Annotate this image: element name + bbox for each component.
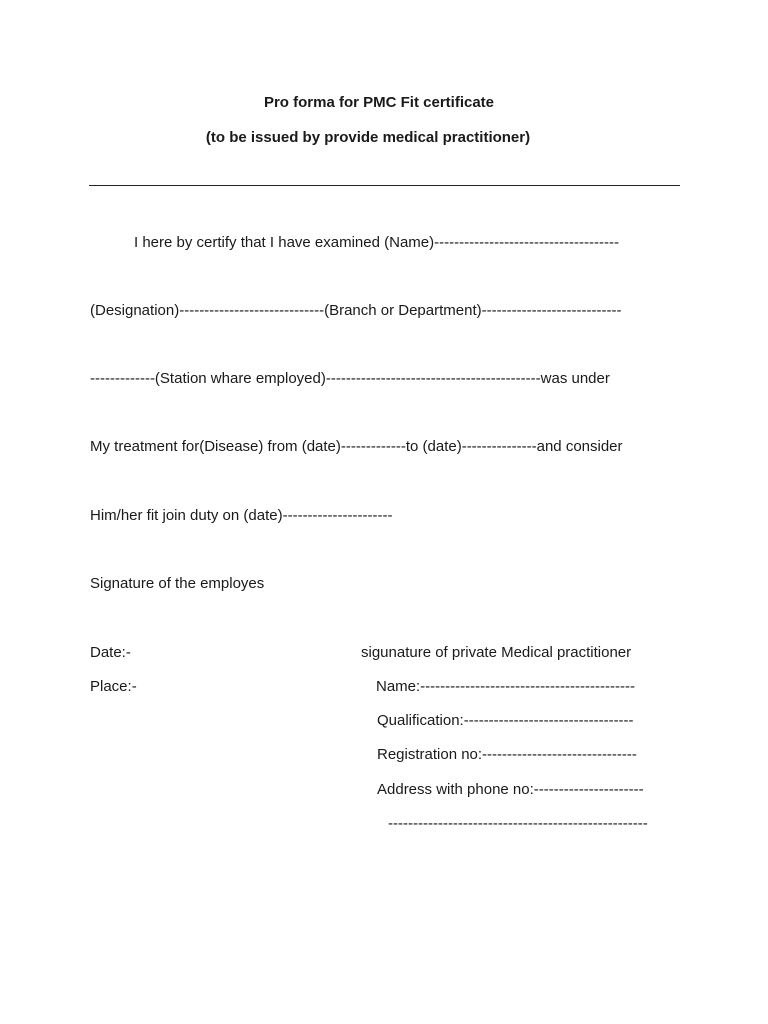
certify-name-line: I here by certify that I have examined (Name)------------------------------------- xyxy=(134,234,619,251)
date-label: Date:- xyxy=(90,644,131,661)
fit-join-duty-line: Him/her fit join duty on (date)---------------------- xyxy=(90,507,393,524)
place-label: Place:- xyxy=(90,678,137,695)
practitioner-name-field: Name:------------------------------------------- xyxy=(376,678,635,695)
practitioner-address-field: Address with phone no:---------------------- xyxy=(377,781,644,798)
practitioner-qualification-field: Qualification:---------------------------------- xyxy=(377,712,634,729)
header-divider xyxy=(89,185,680,186)
practitioner-registration-field: Registration no:------------------------------- xyxy=(377,746,637,763)
practitioner-address-continuation: ---------------------------------------------------- xyxy=(388,815,648,832)
document-subtitle: (to be issued by provide medical practitioner) xyxy=(205,129,531,146)
document-title: Pro forma for PMC Fit certificate xyxy=(263,94,495,111)
employee-signature-label: Signature of the employes xyxy=(90,575,265,592)
station-line: -------------(Station whare employed)-------------------------------------------was under xyxy=(90,370,610,387)
practitioner-signature-label: sigunature of private Medical practitioner xyxy=(361,644,632,661)
designation-branch-line: (Designation)-----------------------------(Branch or Department)---------------------------- xyxy=(90,302,622,319)
treatment-dates-line: My treatment for(Disease) from (date)-------------to (date)---------------and consider xyxy=(90,438,623,455)
